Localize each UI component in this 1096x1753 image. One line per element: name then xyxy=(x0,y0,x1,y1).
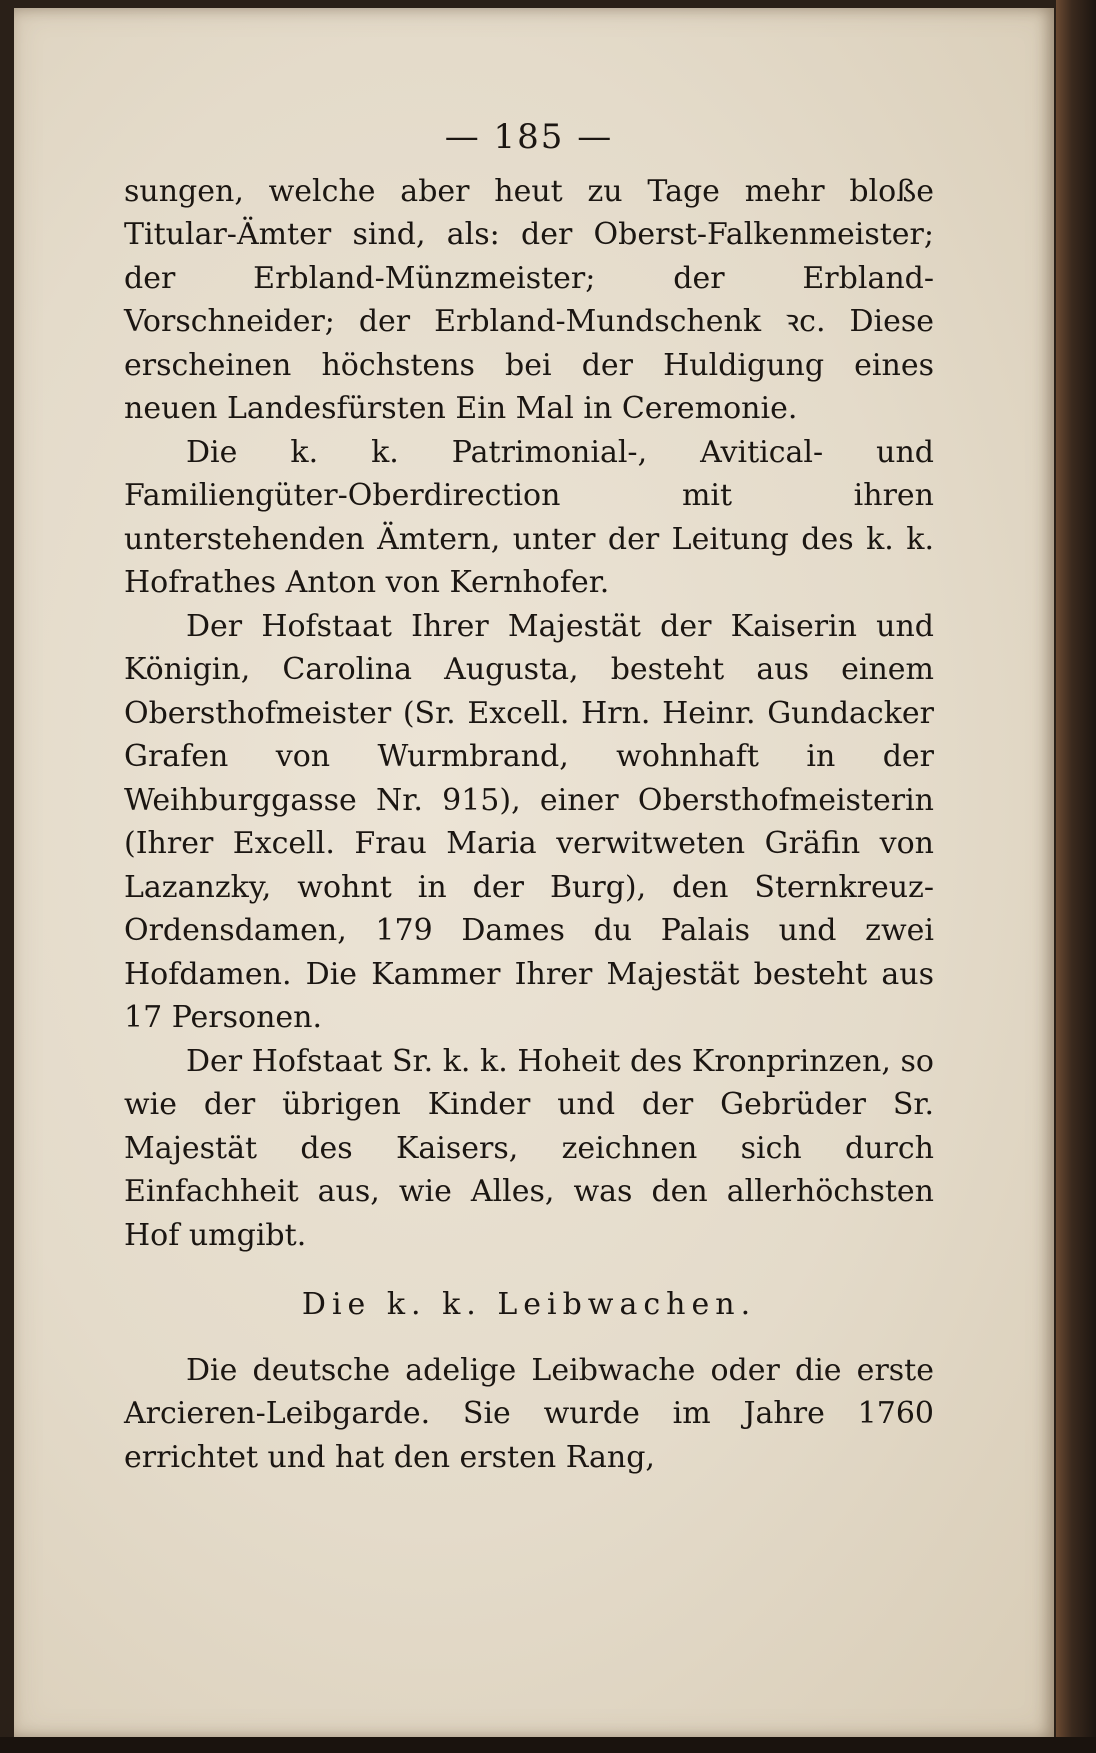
page-text-block xyxy=(124,116,934,1479)
paragraph-4: Der Hofstaat Sr. k. k. Hoheit des Kronprinzen, so wie der übrigen Kinder und der Gebrüder Sr. Majestät des Kaisers, zeichnen sich durch Einfachheit aus, wie Alles, was den allerhöchsten Hof umgibt. xyxy=(124,1043,934,1253)
paragraph-2: Die k. k. Patrimonial-, Avitical- und Familiengüter-Oberdirection mit ihren unterstehenden Ämtern, unter der Leitung des k. k. Hofrathes Anton von Kernhofer. xyxy=(124,434,934,600)
book-edge-shadow xyxy=(1056,0,1096,1753)
paragraph-1: sungen, welche aber heut zu Tage mehr bloße Titular-Ämter sind, als: der Oberst-Falkenmeister; der Erbland-Münzmeister; der Erbland-Vorschneider; der Erbland-Mundschenk ꝛc. Diese erscheinen höchstens bei der Huldigung eines neuen Landesfürsten Ein Mal in Ceremonie. xyxy=(124,173,934,426)
book-page xyxy=(14,8,1054,1738)
page-number: — 185 — xyxy=(444,117,614,157)
paragraph-3: Der Hofstaat Ihrer Majestät der Kaiserin und Königin, Carolina Augusta, besteht aus einem Obersthofmeister (Sr. Excell. Hrn. Heinr. Gundacker Grafen von Wurmbrand, wohnhaft in der Weihburggasse Nr. 915), einer Obersthofmeisterin (Ihrer Excell. Frau Maria verwitweten Gräfin von Lazanzky, wohnt in der Burg), den Sternkreuz-Ordensdamen, 179 Dames du Palais und zwei Hofdamen. Die Kammer Ihrer Majestät besteht aus 17 Personen. xyxy=(124,608,934,1035)
section-heading: Die k. k. Leibwachen. xyxy=(301,1287,757,1322)
bottom-edge xyxy=(0,1737,1096,1753)
paragraph-5: Die deutsche adelige Leibwache oder die erste Arcieren-Leibgarde. Sie wurde im Jahre 1760 errichtet und hat den ersten Rang, xyxy=(124,1352,934,1475)
